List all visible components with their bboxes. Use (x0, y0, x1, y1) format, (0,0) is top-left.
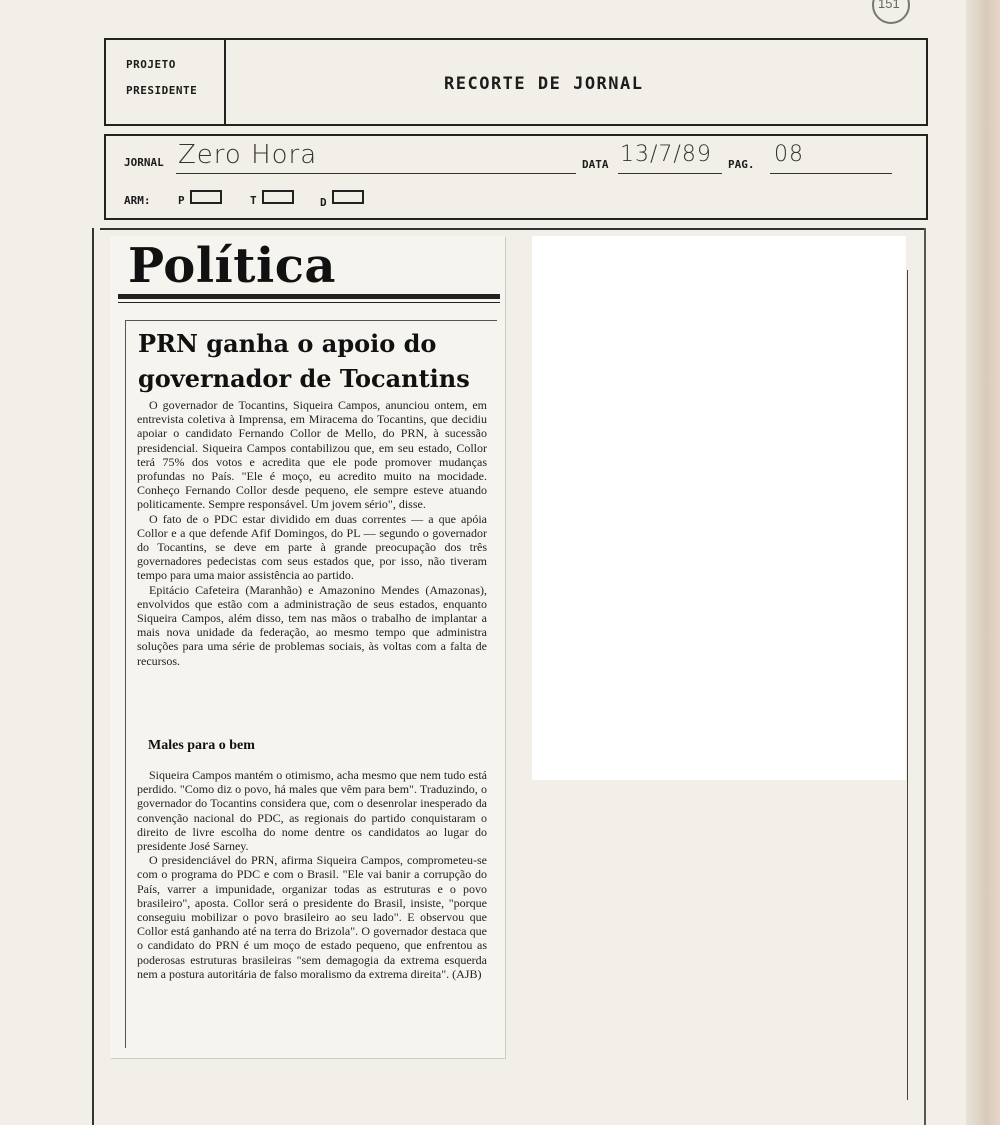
section-rule-thick (118, 294, 500, 299)
clipping-frame-inner-right (907, 270, 908, 1100)
article-paragraph: Epitácio Cafeteira (Maranhão) e Amazonino Mendes (Amazonas), envolvidos que estão com a administração de seus estados, enquanto Siqueira Campos, além disso, tem nas mãos o trabalho de implantar a mais nova unidade da federação, ao mesmo tempo que administra soluções para uma série de problemas sociais, às voltas com a falta de recursos. (137, 582, 487, 668)
data-value: 13/7/89 (620, 142, 712, 167)
article-paragraph: O fato de o PDC estar dividido em duas correntes — a que apóia Collor e a que defende Afif Domingos, do PL — segundo o governador do Tocantins, se deve em parte à grande preocupação dos três governadores pedecistas com seus estados que, por isso, não tiveram tempo para uma maior assistência ao partido. (137, 511, 487, 583)
article-headline: PRN ganha o apoio do governador de Tocantins (138, 329, 470, 393)
source-info-box (104, 134, 928, 220)
jornal-underline (176, 173, 576, 174)
article-body-part2 (137, 768, 487, 981)
arm-p-label: P (178, 194, 185, 207)
section-title: Política (128, 238, 337, 294)
arm-d-label: D (320, 196, 327, 209)
section-rule-thin (118, 302, 500, 303)
data-underline (618, 173, 722, 174)
article-body-part1 (137, 398, 487, 668)
article-paragraph: O governador de Tocantins, Siqueira Campos, anunciou ontem, em entrevista coletiva à Imprensa, em Miracema do Tocantins, que decidiu apoiar o candidato Fernando Collor de Mello, do PRN, à sucessão presidencial. Siqueira Campos contabilizou que, em seu estado, Collor terá 75% dos votos e acredita que ele pode promover mudanças profundas no País. "Ele é moço, eu acredito muito na mocidade. Conheço Fernando Collor desde pequeno, ele sempre esteve atuando politicamente. Sempre responsável. Um jovem sério", disse. (137, 398, 487, 512)
project-label-line2: PRESIDENTE (126, 84, 198, 97)
project-label-line1: PROJETO (126, 58, 176, 71)
arm-d-box (332, 190, 364, 204)
article-paragraph: Siqueira Campos mantém o otimismo, acha mesmo que nem tudo está perdido. "Como diz o povo, há males que vêm para bem". Traduzindo, o governador do Tocantins considera que, com o desenrolar inesperado da convenção nacional do PDC, as regionais do partido conquistaram o direito de livre escolha do nome dentre os candidatos ao lugar do presidente José Sarney. (137, 768, 487, 854)
arm-t-label: T (250, 194, 257, 207)
arm-label: ARM: (124, 194, 151, 207)
jornal-label: JORNAL (124, 156, 164, 169)
pag-underline (770, 173, 892, 174)
project-box (106, 40, 226, 124)
redacted-area (532, 236, 906, 780)
page-number-stamp-text: 151 (878, 0, 900, 11)
clipping-frame-right (924, 228, 926, 1125)
arm-p-box (190, 190, 222, 204)
clipping-frame-left (92, 228, 94, 1125)
data-label: DATA (582, 158, 609, 171)
clipping-header (104, 38, 928, 126)
page-edge (966, 0, 1000, 1125)
jornal-value: Zero Hora (178, 140, 318, 170)
arm-t-box (262, 190, 294, 204)
pag-value: 08 (774, 142, 804, 167)
article-paragraph: O presidenciável do PRN, afirma Siqueira Campos, comprometeu-se com o programa do PDC e com o Brasil. "Ele vai banir a corrupção do País, varrer a impunidade, organizar todas as estruturas e o povo brasileiro", aposta. Collor será o presidente do Brasil, insiste, "porque conseguiu mobilizar o povo brasileiro ao seu lado". E observou que Collor está ganhando até na terra do Brizola". O governador destaca que o candidato do PRN é um moço de estado pequeno, que enfrentou as poderosas estruturas brasileiras "sem demagogia da extrema esquerda nem a postura autoritária de falso moralismo da extrema direita". (AJB) (137, 853, 487, 981)
pag-label: PAG. (728, 158, 755, 171)
story-border-left (125, 320, 126, 1048)
story-border-top (125, 320, 497, 321)
article-subheading: Males para o bem (148, 738, 255, 753)
clipping-frame-top (100, 228, 926, 230)
form-title: RECORTE DE JORNAL (444, 74, 644, 94)
